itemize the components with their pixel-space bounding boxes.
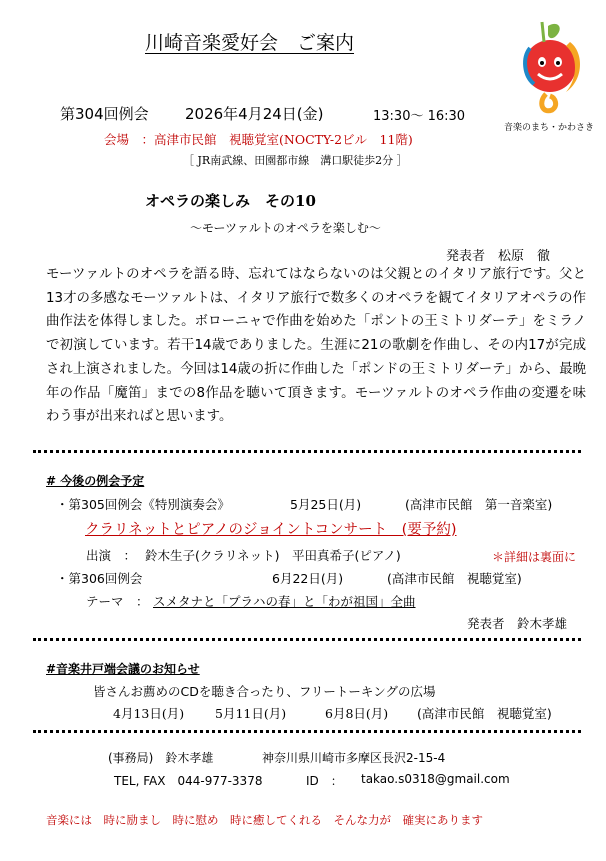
program-presenter: 発表者 松原 徹: [446, 249, 551, 264]
m306-label: ・第306回例会: [56, 571, 143, 586]
program-subtitle: ～モーツァルトのオペラを楽しむ～: [190, 221, 381, 235]
office-address: 神奈川県川崎市多摩区長沢2-15-4: [262, 751, 446, 765]
ido-description: 皆さんお薦めのCDを聴き合ったり、フリートーキングの広場: [93, 684, 436, 699]
ido-venue: (高津市民館 視聴覚室): [417, 706, 552, 721]
ido-header: #音楽井戸端会議のお知らせ: [46, 662, 200, 676]
m305-note: ＊詳細は裏面に: [492, 550, 577, 564]
m306-theme: スメタナと「プラハの春」と「わが祖国」全曲: [153, 594, 416, 609]
m305-concert-title: クラリネットとピアノのジョイントコンサート (要予約): [85, 522, 457, 538]
upcoming-header: # 今後の例会予定: [46, 474, 145, 488]
program-body: [46, 263, 586, 429]
m306-venue: (高津市民館 視聴覚室): [387, 571, 522, 586]
footer-message: 音楽には 時に励まし 時に慰め 時に癒してくれる そんな力が 確実にあります: [46, 813, 483, 827]
page-title: 川崎音楽愛好会 ご案内: [145, 32, 355, 54]
m306-theme-label: テーマ ：: [86, 594, 149, 609]
meeting-number: 第304回例会: [60, 105, 149, 123]
ido-date-2: 5月11日(月): [215, 706, 287, 721]
ido-date-1: 4月13日(月): [113, 706, 185, 721]
meeting-date: 2026年4月24日(金): [185, 105, 324, 123]
office-id-label: ID ：: [306, 774, 343, 788]
m306-presenter: 発表者 鈴木孝雄: [467, 616, 568, 631]
meeting-access: ［ JR南武線、田園都市線 溝口駅徒歩2分 ］: [183, 154, 408, 167]
m305-performers: 鈴木生子(クラリネット) 平田真希子(ピアノ): [145, 548, 401, 563]
m305-performers-label: 出演 ：: [86, 548, 137, 563]
office-label: (事務局) 鈴木孝雄: [108, 751, 214, 765]
office-email[interactable]: takao.s0318@gmail.com: [361, 772, 510, 786]
office-tel: TEL, FAX 044-977-3378: [114, 774, 263, 788]
ido-date-3: 6月8日(月): [325, 706, 389, 721]
meeting-venue: 会場 ：高津市民館 視聴覚室(NOCTY-2ビル 11階): [104, 132, 413, 147]
m305-label: ・第305回例会《特別演奏会》: [56, 497, 230, 512]
m305-date: 5月25日(月): [290, 497, 362, 512]
program-title: オペラの楽しみ その10: [145, 192, 316, 210]
m305-venue: (高津市民館 第一音楽室): [405, 497, 553, 512]
m306-date: 6月22日(月): [272, 571, 344, 586]
music-city-logo-icon: [508, 18, 598, 118]
program-body-text: モーツァルトのオペラを語る時、忘れてはならないのは父親とのイタリア旅行です。父と13才の多感なモーツァルトは、イタリア旅行で数多くのオペラを観てイタリアオペラの作曲作法を体得しました。ボローニャで作曲を始めた「ポントの王ミトリダーテ」をミラノで初演しています。若干14歳でありました。生涯に21の歌劇を作曲し、その内17が完成され上演されました。今回は14歳の折に作曲した「ポンドの王ミトリダーテ」から、最晩年の作品「魔笛」までの8作品を聴いて頂きます。モーツァルトのオペラ作曲の変遷を味わう事が出来ればと思います。: [46, 267, 586, 425]
divider-3: [33, 730, 581, 733]
logo: [504, 18, 598, 136]
meeting-time: 13:30～ 16:30: [373, 109, 466, 124]
logo-caption: 音楽のまち・かわさき: [504, 123, 595, 133]
divider-1: [33, 450, 581, 453]
divider-2: [33, 638, 581, 641]
